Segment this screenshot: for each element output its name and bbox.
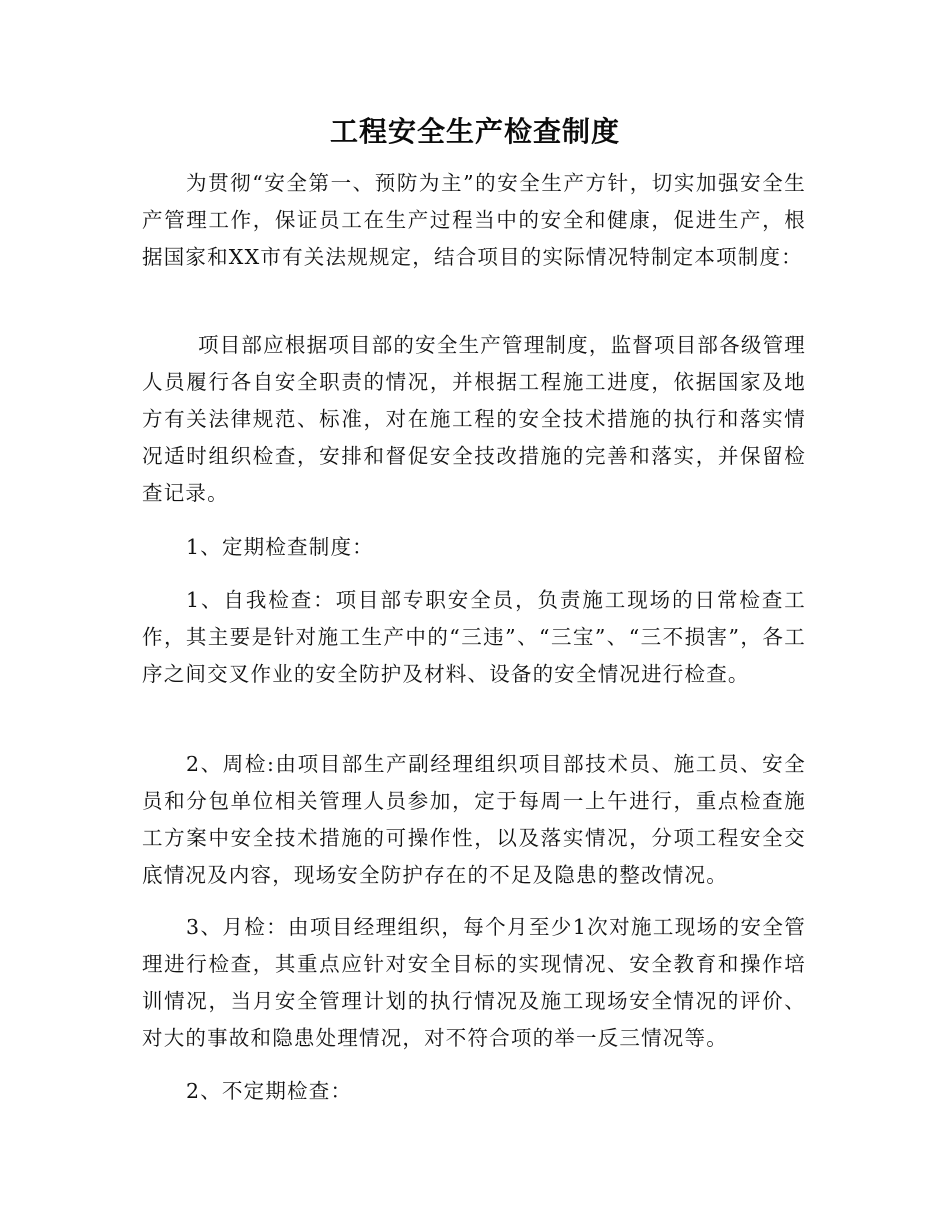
- document-title: 工程安全生产检查制度: [329, 115, 620, 148]
- section-heading-irregular-inspection: 2、不定期检查：: [186, 1079, 353, 1103]
- section-heading-regular-inspection: 1、定期检查制度：: [186, 535, 374, 559]
- monthly-inspection-paragraph: 3、月检：由项目经理组织，每个月至少1次对施工现场的安全管理进行检查，其重点应针对安全目标的实现情况、安全教育和操作培训情况，当月安全管理计划的执行情况及施工现场安全情况的评价、对大的事故和隐患处理情况，对不符合项的举一反三情况等。: [142, 915, 806, 1050]
- weekly-inspection-paragraph: 2、周检:由项目部生产副经理组织项目部技术员、施工员、安全员和分包单位相关管理人员参加，定于每周一上午进行，重点检查施工方案中安全技术措施的可操作性，以及落实情况，分项工程安全交底情况及内容，现场安全防护存在的不足及隐患的整改情况。: [142, 752, 806, 887]
- project-dept-paragraph: 项目部应根据项目部的安全生产管理制度，监督项目部各级管理人员履行各自安全职责的情况，并根据工程施工进度，依据国家及地方有关法律规范、标准，对在施工程的安全技术措施的执行和落实情况适时组织检查，安排和督促安全技改措施的完善和落实，并保留检查记录。: [142, 333, 806, 505]
- intro-paragraph: 为贯彻“安全第一、预防为主”的安全生产方针，切实加强安全生产管理工作，保证员工在生产过程当中的安全和健康，促进生产，根据国家和XX市有关法规规定，结合项目的实际情况特制定本项制度：: [142, 171, 806, 269]
- self-inspection-paragraph: 1、自我检查：项目部专职安全员，负责施工现场的日常检查工作，其主要是针对施工生产中的“三违”、“三宝”、“三不损害”，各工序之间交叉作业的安全防护及材料、设备的安全情况进行检查。: [142, 588, 806, 686]
